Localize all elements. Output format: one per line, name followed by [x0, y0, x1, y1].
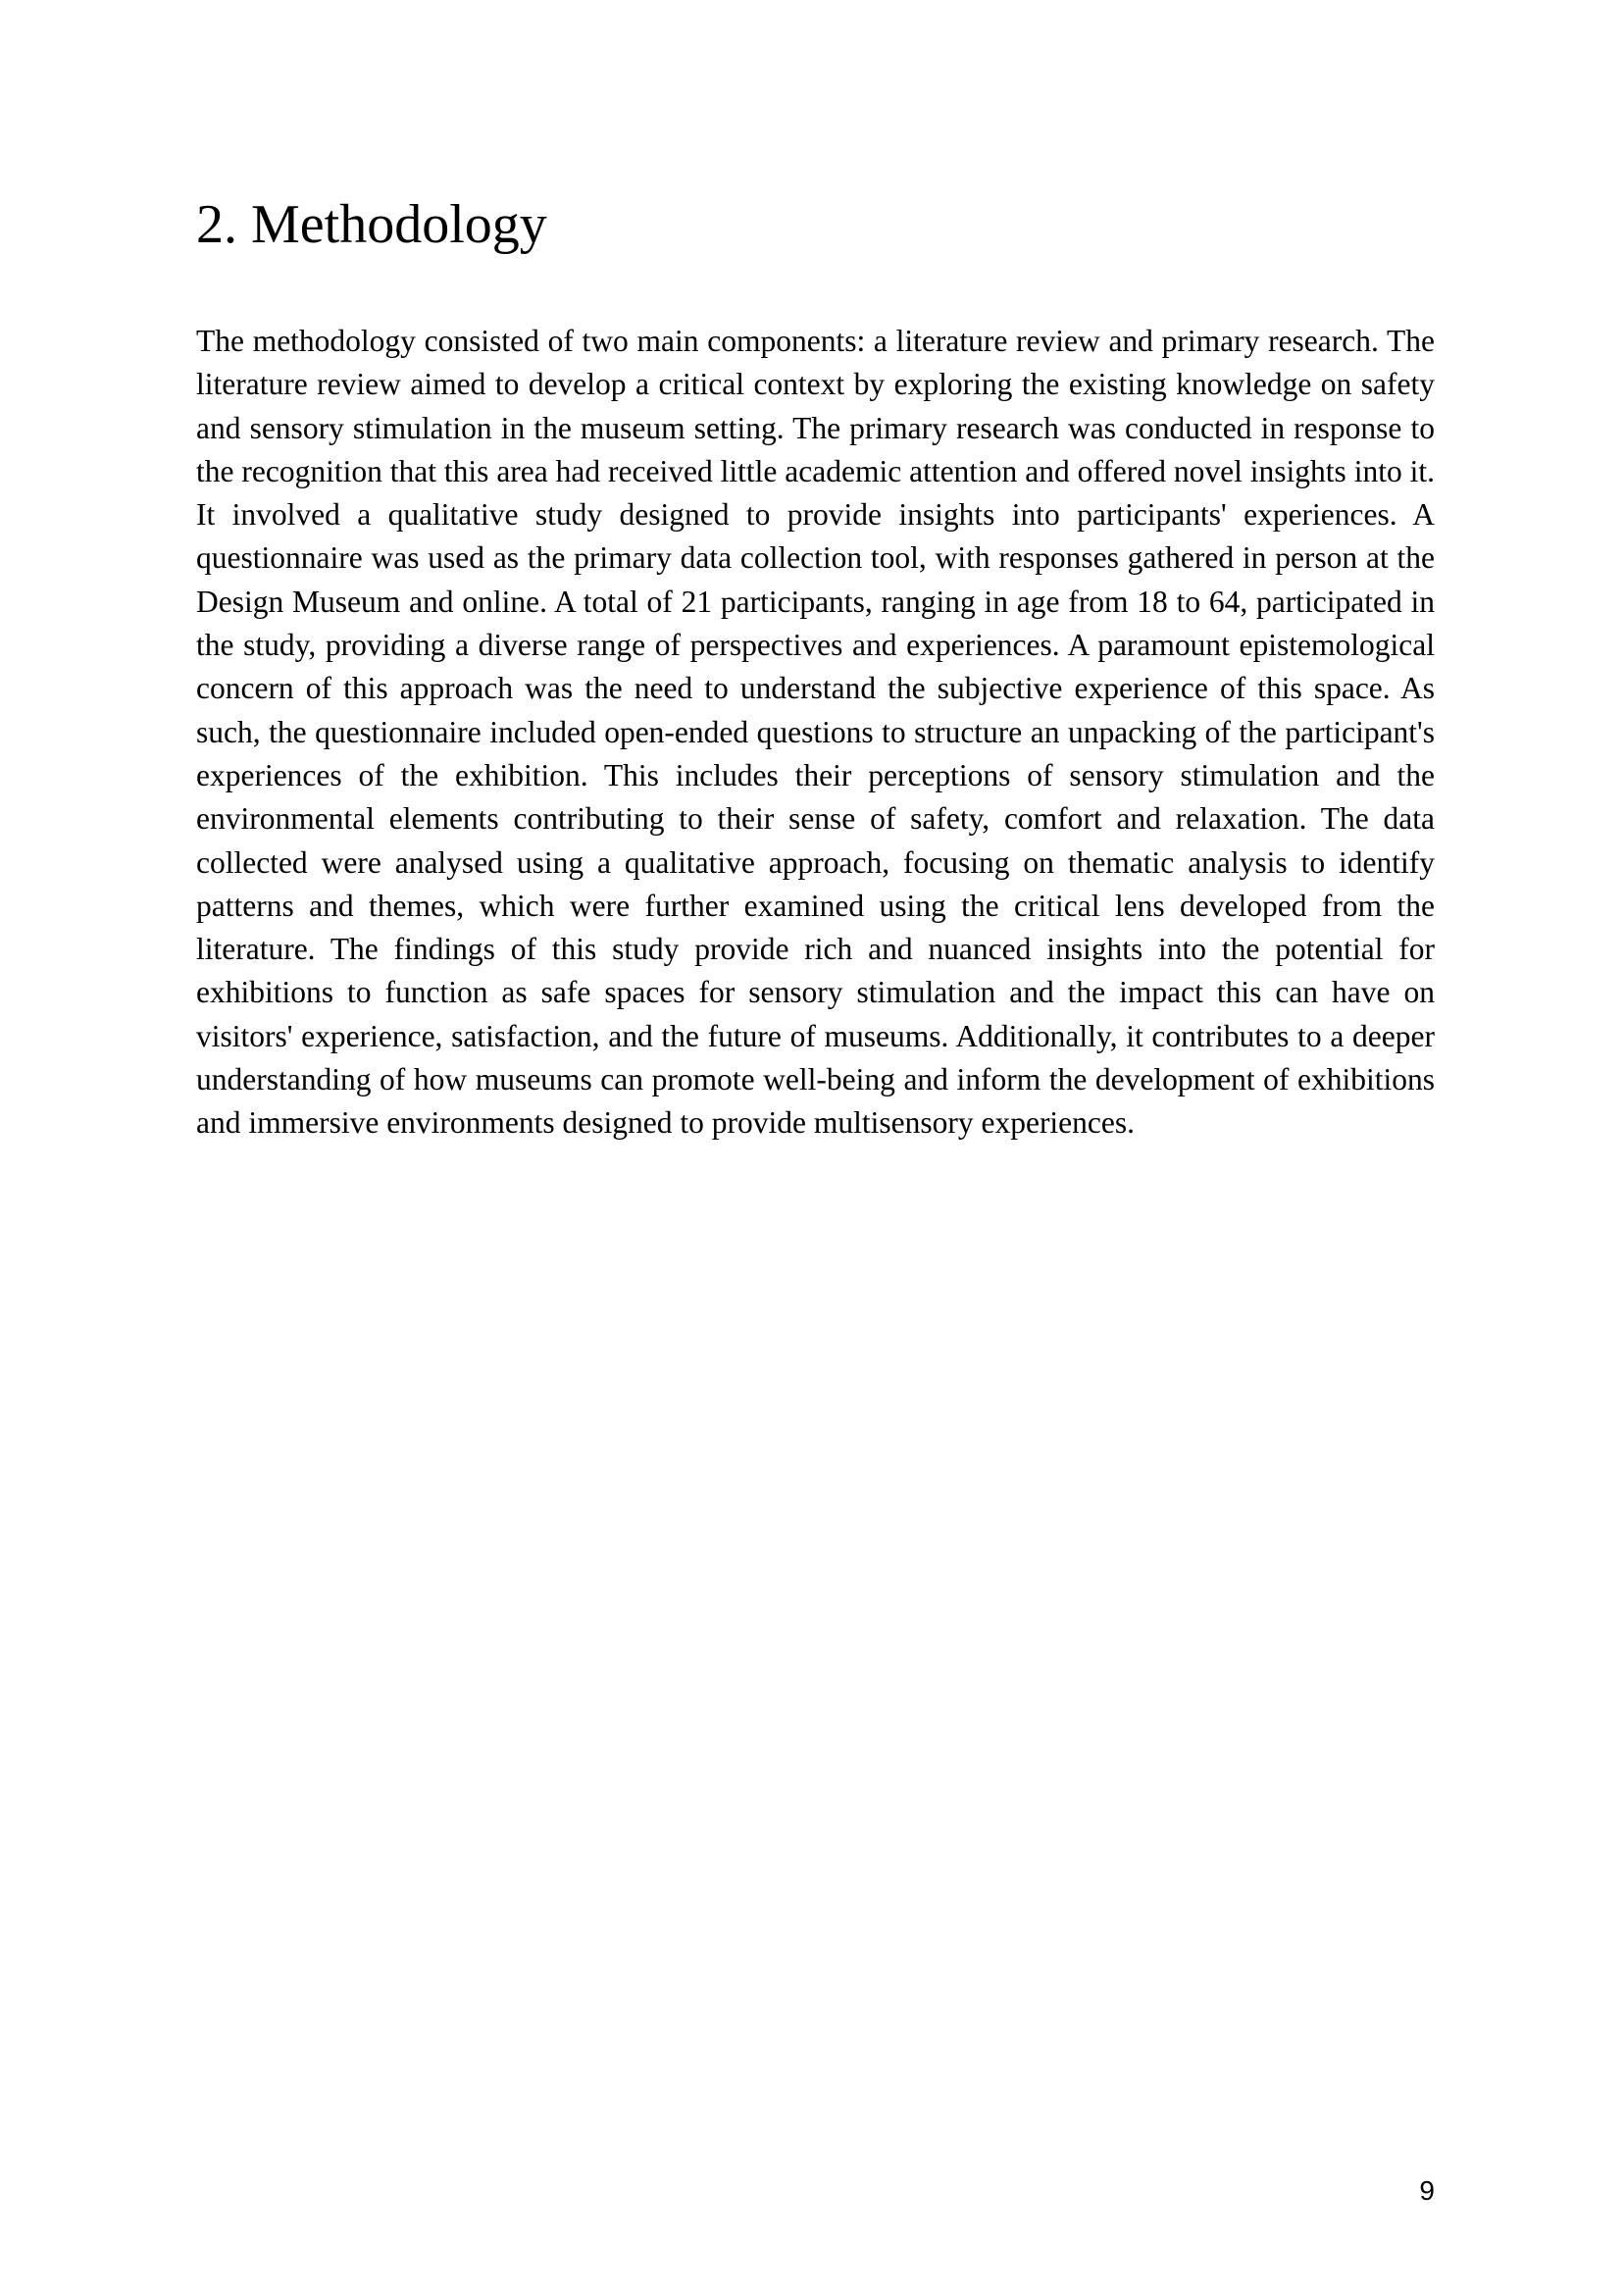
section-heading: 2. Methodology [196, 194, 547, 255]
page-number: 9 [1419, 2175, 1435, 2206]
body-paragraph: The methodology consisted of two main components: a literature review and primary research. The literature review aimed to develop a critical context by exploring the existing knowledge on safety and sensory stimulation in the museum setting. The primary research was conducted in response to the recognition that this area had received little academic attention and offered novel insights into it. It involved a qualitative study designed to provide insights into participants' experiences. A questionnaire was used as the primary data collection tool, with responses gathered in person at the Design Museum and online. A total of 21 participants, ranging in age from 18 to 64, participated in the study, providing a diverse range of perspectives and experiences. A paramount epistemological concern of this approach was the need to understand the subjective experience of this space. As such, the questionnaire included open-ended questions to structure an unpacking of the participant's experiences of the exhibition. This includes their perceptions of sensory stimulation and the environmental elements contributing to their sense of safety, comfort and relaxation. The data collected were analysed using a qualitative approach, focusing on thematic analysis to identify patterns and themes, which were further examined using the critical lens developed from the literature. The findings of this study provide rich and nuanced insights into the potential for exhibitions to function as safe spaces for sensory stimulation and the impact this can have on visitors' experience, satisfaction, and the future of museums. Additionally, it contributes to a deeper understanding of how museums can promote well-being and inform the development of exhibitions and immersive environments designed to provide multisensory experiences. [196, 324, 1435, 1141]
